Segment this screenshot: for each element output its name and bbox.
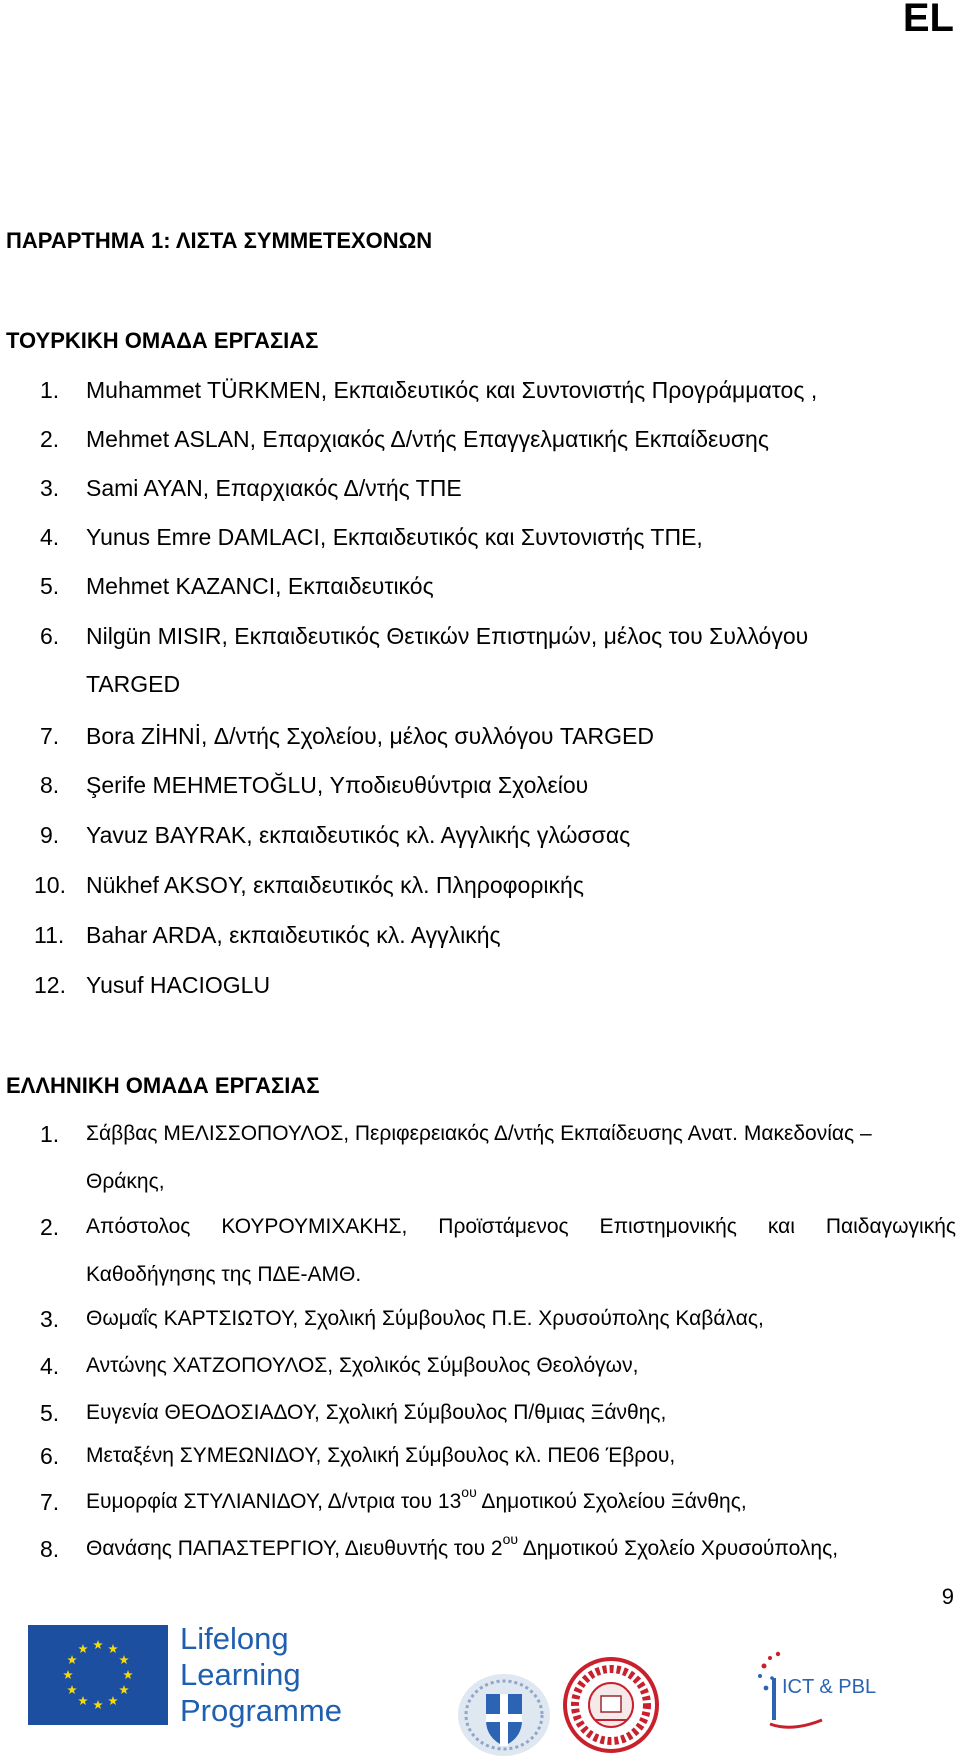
llp-line: Learning — [180, 1657, 301, 1692]
participant-text-continued: Καθοδήγησης της ΠΔΕ-ΑΜΘ. — [86, 1263, 362, 1286]
list-number: 1. — [40, 377, 60, 403]
list-number: 4. — [40, 1353, 60, 1379]
participant-text: Nilgün MISIR, Εκπαιδευτικός Θετικών Επιστημών, μέλος του Συλλόγου — [86, 623, 809, 649]
list-item — [40, 1342, 956, 1390]
list-number: 8. — [40, 1536, 60, 1562]
list-number: 4. — [40, 524, 60, 550]
list-number: 11. — [34, 922, 65, 948]
participant-text: Yunus Emre DAMLACI, Εκπαιδευτικός και Συντονιστής ΤΠΕ, — [86, 524, 703, 550]
list-item — [40, 1295, 956, 1343]
llp-line: Lifelong — [180, 1621, 289, 1656]
list-number: 5. — [40, 1400, 60, 1426]
greek-emblem-icon — [456, 1672, 552, 1758]
participant-text: Απόστολος ΚΟΥΡΟΥΜΙΧΑΚΗΣ, Προϊστάμενος Επιστημονικής και Παιδαγωγικής — [86, 1215, 956, 1238]
list-item — [40, 1110, 956, 1206]
list-item — [34, 961, 956, 1009]
list-number: 6. — [40, 623, 60, 649]
participant-text-part: Ευμορφία ΣΤΥΛΙΑΝΙΔΟΥ, Δ/ντρια του 13 — [86, 1490, 462, 1513]
list-number: 1. — [40, 1121, 60, 1147]
ict-pbl-logo — [752, 1648, 882, 1734]
list-number: 9. — [40, 822, 60, 848]
list-item — [40, 761, 956, 809]
list-item — [40, 1478, 956, 1526]
list-item — [40, 1203, 956, 1299]
list-item — [34, 911, 956, 959]
directorate-seal-icon — [563, 1652, 659, 1758]
list-item — [40, 1525, 956, 1573]
participant-text: Yusuf HACIOGLU — [86, 972, 271, 998]
list-number: 10. — [34, 872, 66, 898]
list-number: 3. — [40, 475, 60, 501]
list-item — [40, 811, 956, 859]
list-number: 3. — [40, 1306, 60, 1332]
participant-text: Mehmet KAZANCI, Εκπαιδευτικός — [86, 573, 434, 599]
list-item — [40, 612, 956, 708]
list-number: 5. — [40, 573, 60, 599]
participant-text-continued: TARGED — [86, 671, 181, 697]
participant-text-part: Δημοτικού Σχολείο Χρυσούπολης, — [518, 1537, 839, 1560]
language-code: EL — [902, 0, 954, 40]
participant-text: Şerife MEHMETOĞLU, Υποδιευθύντρια Σχολείου — [86, 772, 589, 798]
participant-text: Ευγενία ΘΕΟΔΟΣΙΑΔΟΥ, Σχολική Σύμβουλος Π/θμιας Ξάνθης, — [86, 1401, 667, 1424]
participant-text: Bora ZİHNİ, Δ/ντής Σχολείου, μέλος συλλόγου TARGED — [86, 723, 654, 749]
ordinal-suffix: ου — [461, 1484, 477, 1500]
list-item — [40, 1389, 956, 1437]
list-item — [40, 1432, 956, 1480]
participant-text — [86, 1525, 956, 1573]
lifelong-learning-logo — [28, 1621, 353, 1730]
participant-text — [86, 1478, 956, 1526]
participant-text-continued: Θράκης, — [86, 1170, 165, 1193]
page-number: 9 — [941, 1584, 954, 1609]
list-item — [40, 712, 956, 760]
list-number: 8. — [40, 772, 60, 798]
llp-wordmark — [180, 1621, 342, 1729]
list-number: 2. — [40, 426, 60, 452]
participant-text: Bahar ARDA, εκπαιδευτικός κλ. Αγγλικής — [86, 922, 501, 948]
participant-text: Yavuz BAYRAK, εκπαιδευτικός κλ. Αγγλικής γλώσσας — [86, 822, 631, 848]
greek-group-heading: ΕΛΛΗΝΙΚΗ ΟΜΑΔΑ ΕΡΓΑΣΙΑΣ — [6, 1073, 320, 1098]
participant-text: Σάββας ΜΕΛΙΣΣΟΠΟΥΛΟΣ, Περιφερειακός Δ/ντής Εκπαίδευσης Ανατ. Μακεδονίας – — [86, 1122, 872, 1145]
list-number: 6. — [40, 1443, 60, 1469]
annex-title: ΠΑΡΑΡΤΗΜΑ 1: ΛΙΣΤΑ ΣΥΜΜΕΤΕΧΟΝΩΝ — [6, 228, 433, 253]
participant-text: Sami AYAN, Επαρχιακός Δ/ντής ΤΠΕ — [86, 475, 462, 501]
llp-line: Programme — [180, 1693, 342, 1728]
list-number: 2. — [40, 1214, 60, 1240]
participant-text: Θωμαΐς ΚΑΡΤΣΙΩΤΟΥ, Σχολική Σύμβουλος Π.Ε. Χρυσούπολης Καβάλας, — [86, 1307, 764, 1330]
participant-text-part: Δημοτικού Σχολείου Ξάνθης, — [476, 1490, 747, 1513]
list-number: 12. — [34, 972, 66, 998]
ordinal-suffix: ου — [502, 1531, 519, 1547]
participant-text: Muhammet TÜRKMEN, Εκπαιδευτικός και Συντονιστής Προγράμματος , — [86, 377, 818, 403]
list-item — [40, 415, 956, 463]
list-number: 7. — [40, 1489, 60, 1515]
eu-flag-icon — [28, 1625, 168, 1725]
participant-text: Mehmet ASLAN, Επαρχιακός Δ/ντής Επαγγελματικής Εκπαίδευσης — [86, 426, 769, 452]
list-item — [40, 513, 956, 561]
participant-text: Αντώνης ΧΑΤΖΟΠΟΥΛΟΣ, Σχολικός Σύμβουλος Θεολόγων, — [86, 1354, 639, 1377]
list-number: 7. — [40, 723, 60, 749]
participant-text: Μεταξένη ΣΥΜΕΩΝΙΔΟΥ, Σχολική Σύμβουλος κλ. ΠΕ06 Έβρου, — [86, 1444, 676, 1467]
participant-text-part: Θανάσης ΠΑΠΑΣΤΕΡΓΙΟΥ, Διευθυντής του 2 — [86, 1537, 503, 1560]
turkish-group-heading: ΤΟΥΡΚΙΚΗ ΟΜΑΔΑ ΕΡΓΑΣΙΑΣ — [6, 328, 319, 353]
participant-text: Nükhef AKSOY, εκπαιδευτικός κλ. Πληροφορικής — [86, 872, 584, 898]
list-item — [34, 861, 956, 909]
list-item — [40, 366, 956, 414]
list-item — [40, 562, 956, 610]
list-item — [40, 464, 956, 512]
ict-pbl-label: ICT & PBL — [782, 1676, 877, 1698]
